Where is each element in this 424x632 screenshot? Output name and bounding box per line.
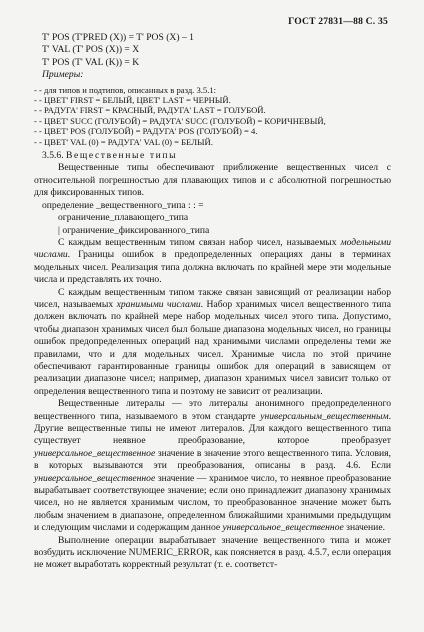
example-line: - - ЦВЕТ' POS (ГОЛУБОЙ) = РАДУГА' POS (ГОЛУБОЙ) = 4. [34,126,258,137]
paragraph: Выполнение операции вырабатывает значение вещественного типа и может возбудить исключение NUMERIC_ERROR, как поясняется в разд. 4.5.7, если операция не может выработать корректный результат (т. е. соответст- [34,534,391,571]
paragraph: С каждым вещественным типом связан набор чисел, называемых модельными числами. Границы ошибок в предопределенных операциях даны в терминах модельных чисел. Реализация типа должна включать по крайней мере эти модельные числа и представлять их точно. [34,236,391,286]
syntax-rule: определение _вещественного_типа : : = [42,199,204,211]
paragraph: С каждым вещественным типом также связан зависящий от реализации набор чисел, называемых хранимыми числами. Набор хранимых чисел вещественного типа должен включать по крайней мере набор модельных чисел этого типа. Допустимо, чтобы диапазон хранимых чисел был больше диапазона модельных чисел, но границы ошибок предопределенных операций над хранимыми числами определены теми же правилами, что и для модельных чисел. Хранимые числа по этой причине обеспечивают гарантированные границы ошибок для операций в зависящем от реализации диапазоне чисел; например, диапазон хранимых чисел зависит только от определения вещественного типа и поэтому не зависит от реализации. [34,286,391,397]
examples-label: Примеры: [42,69,84,81]
syntax-alternative: ограничение_плавающего_типа [58,212,189,224]
paragraph: Вещественные литералы — это литералы анонимного предопределенного вещественного типа, называемого в этом стандарте универсальным_вещественным. Другие вещественные типы не имеют литералов. Для каждого вещественного типа существует неявное преобразование, которое преобразует универсальное_вещественное значение в значение этого вещественного типа. Условия, в которых вызываются эти преобразования, описаны в разд. 4.6. Если универсальное_вещественное значение — хранимое число, то неявное преобразование вырабатывает соответствующее значение; если оно принадлежит диапазону хранимых чисел, но не является хранимым числом, то преобразованное значение может быть любым значением в диапазоне, определенном ближайшими хранимыми предыдущим и следующим числами и содержащим данное универсальное_вещественное значение. [34,398,391,534]
page-content [34,32,391,572]
syntax-alternative: | ограничение_фиксированного_типа [58,224,210,236]
example-line: - - для типов и подтипов, описанных в разд. 3.5.1: [34,84,217,95]
example-line: - - ЦВЕТ' FIRST = БЕЛЫЙ, ЦВЕТ' LAST = ЧЕРНЫЙ. [34,95,231,106]
paragraph: Вещественные типы обеспечивают приближение вещественных чисел с относительной погрешностью для плавающих типов и с абсолютной погрешностью для фиксированных типов. [34,162,391,199]
page-header: ГОСТ 27831—88 С. 35 [288,16,388,27]
section-title: Вещественные типы [66,150,178,162]
term: модельными числами [34,236,391,261]
term: универсальное_вещественное [222,522,344,534]
term: хранимыми числами [116,298,201,310]
section-number: 3.5.6. [42,150,64,162]
example-line: - - ЦВЕТ' VAL (0) = РАДУГА' VAL (0) = БЕЛЫЙ. [34,136,213,147]
formula-line: T' POS (T'PRED (X)) = T' POS (X) – 1 [42,32,194,43]
example-line: - - ЦВЕТ' SUCC (ГОЛУБОЙ) = РАДУГА' SUCC (ГОЛУБОЙ) = КОРИЧНЕВЫЙ, [34,115,326,126]
formula-line: T' VAL (T' POS (X)) = X [42,44,140,56]
section-heading [34,150,391,162]
term: универсальное_вещественное [34,472,156,484]
formula-line: T' POS (T' VAL (K)) = K [42,56,140,68]
term: универсальным_вещественным [260,410,389,422]
term: универсальное_вещественное [34,447,156,459]
example-line: - - РАДУГА' FIRST = КРАСНЫЙ, РАДУГА' LAST = ГОЛУБОЙ. [34,105,266,116]
